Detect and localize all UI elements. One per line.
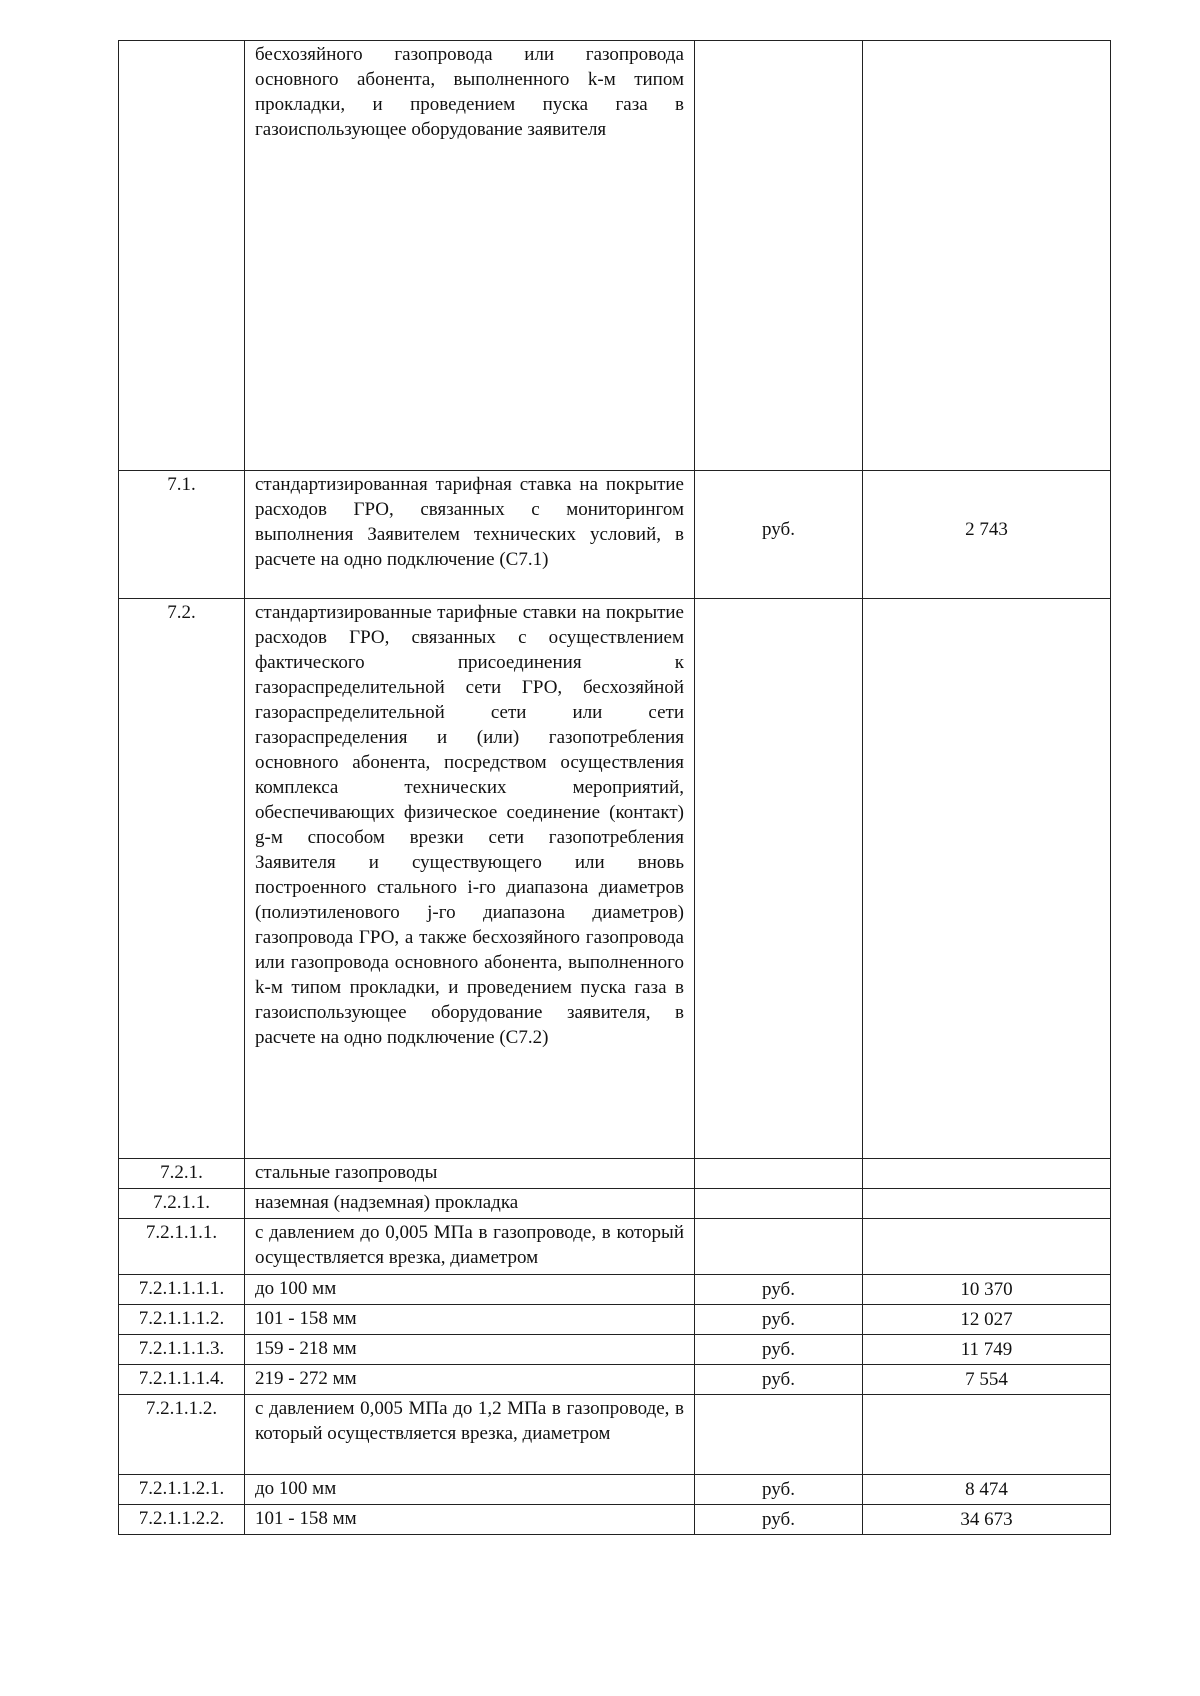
row-value: 10 370 [863, 1275, 1111, 1305]
row-value [863, 599, 1111, 1159]
table-row [119, 599, 1111, 1159]
row-value: 12 027 [863, 1305, 1111, 1335]
row-description: с давлением до 0,005 МПа в газопроводе, в который осуществляется врезка, диаметром [245, 1219, 695, 1275]
row-unit [695, 41, 863, 471]
row-value [863, 1159, 1111, 1189]
row-description: до 100 мм [245, 1475, 695, 1505]
row-unit [695, 1189, 863, 1219]
table-row [119, 1305, 1111, 1335]
table-row [119, 1475, 1111, 1505]
row-unit: руб. [695, 1305, 863, 1335]
row-number [119, 41, 245, 471]
row-value: 34 673 [863, 1505, 1111, 1535]
row-description: с давлением 0,005 МПа до 1,2 МПа в газопроводе, в который осуществляется врезка, диаметром [245, 1395, 695, 1475]
row-number: 7.2.1.1.1.3. [119, 1335, 245, 1365]
row-unit [695, 1159, 863, 1189]
row-number: 7.2.1.1.1. [119, 1219, 245, 1275]
table-row [119, 1505, 1111, 1535]
row-value: 7 554 [863, 1365, 1111, 1395]
row-value [863, 1395, 1111, 1475]
row-number: 7.2.1.1.2.1. [119, 1475, 245, 1505]
row-value: 2 743 [863, 471, 1111, 599]
row-description: стальные газопроводы [245, 1159, 695, 1189]
row-unit: руб. [695, 1365, 863, 1395]
row-number: 7.2.1.1.2.2. [119, 1505, 245, 1535]
row-number: 7.2.1.1.1.1. [119, 1275, 245, 1305]
row-number: 7.2.1.1.1.4. [119, 1365, 245, 1395]
row-description: бесхозяйного газопровода или газопровода основного абонента, выполненного k-м типом прокладки, и проведением пуска газа в газоиспользующее оборудование заявителя [245, 41, 695, 471]
table-row [119, 1219, 1111, 1275]
row-unit [695, 599, 863, 1159]
row-number: 7.2.1.1.1.2. [119, 1305, 245, 1335]
table-row [119, 1189, 1111, 1219]
table-row [119, 1275, 1111, 1305]
row-description: стандартизированные тарифные ставки на покрытие расходов ГРО, связанных с осуществлением фактического присоединения к газораспределительной сети ГРО, бесхозяйной газораспределительной сети или сети газораспределения и (или) газопотребления основного абонента, посредством осуществления комплекса технических мероприятий, обеспечивающих физическое соединение (контакт) g-м способом врезки сети газопотребления Заявителя и существующего или вновь построенного стального i-го диапазона диаметров (полиэтиленового j-го диапазона диаметров) газопровода ГРО, а также бесхозяйного газопровода или газопровода основного абонента, выполненного k-м типом прокладки, и проведением пуска газа в газоиспользующее оборудование заявителя, в расчете на одно подключение (С7.2) [245, 599, 695, 1159]
table-row [119, 471, 1111, 599]
row-description: до 100 мм [245, 1275, 695, 1305]
row-description: 219 - 272 мм [245, 1365, 695, 1395]
row-unit: руб. [695, 1505, 863, 1535]
row-description: 159 - 218 мм [245, 1335, 695, 1365]
row-description: наземная (надземная) прокладка [245, 1189, 695, 1219]
table-row [119, 1365, 1111, 1395]
row-number: 7.2.1.1. [119, 1189, 245, 1219]
row-unit [695, 1219, 863, 1275]
table-row [119, 1159, 1111, 1189]
table-row [119, 1395, 1111, 1475]
row-number: 7.1. [119, 471, 245, 599]
row-number: 7.2.1. [119, 1159, 245, 1189]
row-unit: руб. [695, 1275, 863, 1305]
row-description: стандартизированная тарифная ставка на покрытие расходов ГРО, связанных с мониторингом выполнения Заявителем технических условий, в расчете на одно подключение (С7.1) [245, 471, 695, 599]
row-value: 8 474 [863, 1475, 1111, 1505]
row-number: 7.2.1.1.2. [119, 1395, 245, 1475]
row-description: 101 - 158 мм [245, 1505, 695, 1535]
row-value [863, 41, 1111, 471]
tariff-table [118, 40, 1111, 1535]
row-number: 7.2. [119, 599, 245, 1159]
row-value: 11 749 [863, 1335, 1111, 1365]
row-value [863, 1219, 1111, 1275]
row-unit: руб. [695, 471, 863, 599]
row-unit [695, 1395, 863, 1475]
row-unit: руб. [695, 1335, 863, 1365]
table-row [119, 1335, 1111, 1365]
row-description: 101 - 158 мм [245, 1305, 695, 1335]
row-value [863, 1189, 1111, 1219]
table-row [119, 41, 1111, 471]
row-unit: руб. [695, 1475, 863, 1505]
